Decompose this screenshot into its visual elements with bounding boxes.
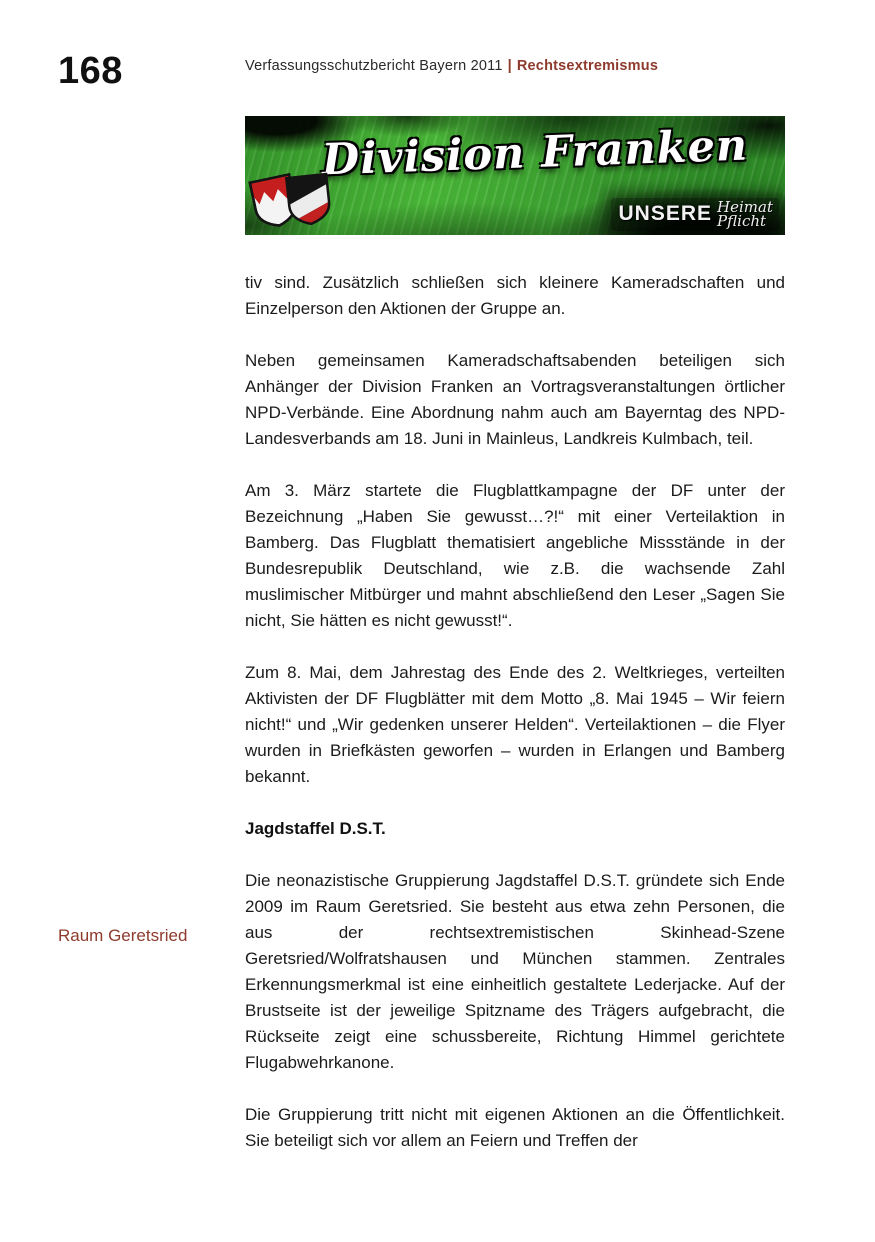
paragraph-4: Zum 8. Mai, dem Jahrestag des Ende des 2. Weltkrieges, verteilten Aktivisten der DF Flugblätter mit dem Motto „8. Mai 1945 – Wir feiern nicht!“ und „Wir gedenken unserer Helden“. Verteilaktionen – die Flyer wurden in Briefkästen geworfen – wurden in Erlangen und Bamberg bekannt. [245,663,785,786]
division-franken-banner [245,116,785,235]
page-number: 168 [58,50,123,92]
subheading-jagdstaffel: Jagdstaffel D.S.T. [245,819,386,838]
banner-shields [253,174,331,233]
paragraph-5: Die neonazistische Gruppierung Jagdstaffel D.S.T. gründete sich Ende 2009 im Raum Geretsried. Sie besteht aus etwa zehn Personen, die aus der rechtsextremistischen Skinhead-Szene Geretsried/Wolfratshausen und München stammen. Zentrales Erkennungsmerkmal ist eine einheitlich gestaltete Lederjacke. Auf der Brustseite ist der jeweilige Spitzname des Trägers aufgebracht, die Rückseite zeigt eine schussbereite, Richtung Himmel gerichtete Flugabwehrkanone. [245,871,785,1072]
content-column [245,58,785,1154]
banner-slogan-line1: Heimat [717,198,773,216]
margin-note: Raum Geretsried [58,926,188,945]
banner-slogan-word: UNSERE [618,202,713,225]
black-white-red-shield-icon [284,172,334,233]
banner-title: Division Franken [321,120,749,186]
paragraph-3: Am 3. März startete die Flugblattkampagne der DF unter der Bezeichnung „Haben Sie gewusst…?!“ mit einer Verteilaktion in Bamberg. Das Flugblatt thematisiert angebliche Missstände in der Bundesrepublik Deutschland, wie z.B. die wachsende Zahl muslimischer Mitbürger und mahnt abschließend den Leser „Sagen Sie nicht, Sie hätten es nicht gewusst!“. [245,481,785,630]
banner-slogan-script [717,200,773,228]
paragraph-1: tiv sind. Zusätzlich schließen sich kleinere Kameradschaften und Einzelperson den Aktionen der Gruppe an. [245,273,785,318]
banner-slogan-line2: Pflicht [717,212,767,230]
banner-slogan [611,198,779,231]
paragraph-6: Die Gruppierung tritt nicht mit eigenen Aktionen an die Öffentlichkeit. Sie beteiligt sich vor allem an Feiern und Treffen der [245,1105,785,1150]
body-text [245,270,785,1154]
section-title: Rechtsextremismus [516,58,659,74]
report-title: Verfassungsschutzbericht Bayern 2011 [245,58,503,74]
header-separator: | [507,58,512,74]
running-header [245,58,785,74]
paragraph-2: Neben gemeinsamen Kameradschaftsabenden beteiligen sich Anhänger der Division Franken an Vortragsveranstaltungen örtlicher NPD-Verbände. Eine Abordnung nahm auch am Bayerntag des NPD-Landesverbands am 18. Juni in Mainleus, Landkreis Kulmbach, teil. [245,351,785,448]
